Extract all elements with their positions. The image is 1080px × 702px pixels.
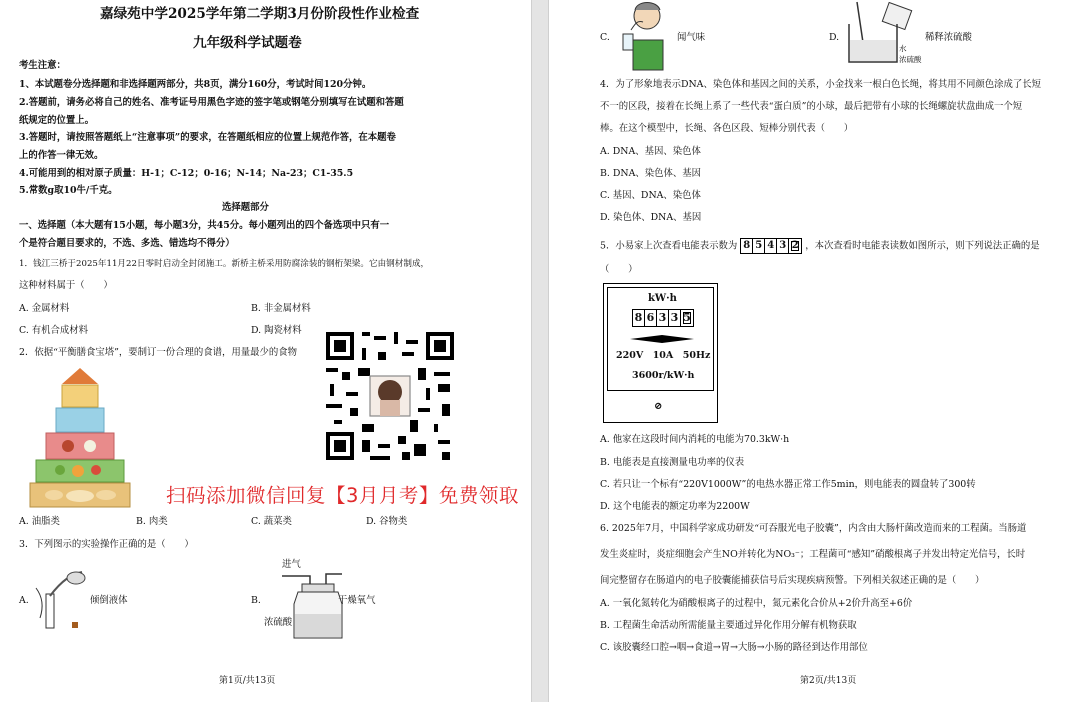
q3-option-b-caption: 干燥氧气 [338,595,376,606]
exam-subtitle: 九年级科学试题卷 [193,35,302,51]
reading-digit: 8 [741,239,753,253]
q2-option-c: C. 蔬菜类 [251,516,292,527]
reading-digit: 4 [765,239,777,253]
q6-stem: 发生炎症时，炎症细胞会产生NO并转化为NO₃⁻；工程菌可“感知”硝酸根离子并发出特定光信号，长时 [600,549,1026,560]
q3-option-d-caption: 稀释浓硫酸 [925,32,972,43]
previous-meter-reading [740,238,802,254]
q6-option-c: C. 该胶囊经口腔→咽→食道→胃→大肠→小肠的路径到达作用部位 [600,642,868,653]
q3-option-d-label: D. [829,32,840,43]
meter-rate: 3600r/kW·h [632,370,695,381]
q3-option-d-acid: 浓硫酸 [899,55,922,64]
q3-option-d-water: 水 [899,44,907,53]
page-divider [531,0,549,702]
section-desc: 个是符合题目要求的，不选、多选、错选均不得分） [19,238,235,249]
meter-unit: kW·h [648,293,677,304]
q4-option-b: B. DNA、染色体、基因 [600,168,701,179]
reading-digit: 3 [777,239,789,253]
q3-option-a-caption: 倾倒液体 [90,595,128,606]
exam-page-1 [0,0,531,702]
meter-panel [607,287,714,391]
q5-option-d: D. 这个电能表的额定功率为2200W [600,501,750,512]
q1-option-b: B. 非金属材料 [251,303,311,314]
notice-line: 3.答题时，请按照答题纸上“注意事项”的要求，在答题纸相应的位置上规范作答，在本题卷 [19,132,396,143]
gas-washing-bottle-icon [280,570,346,642]
notice-title: 考生注意： [19,60,66,71]
wechat-qr-code[interactable] [322,328,458,464]
q3-option-b-inlet: 进气 [282,559,301,570]
q1-stem: 这种材料属于（ ） [19,280,113,291]
q1-option-d: D. 陶瓷材料 [251,325,302,336]
q3-option-b-label: B. [251,595,261,606]
q4-stem: 不一的区段，接着在长绳上系了一些代表“蛋白质”的小球，最后把带有小球的长绳螺旋状盘曲成一个短 [600,101,1023,112]
q3-option-b-acid: 浓硫酸 [264,617,293,628]
meter-reading [632,309,694,327]
section-desc: 一、选择题（本大题有15小题，每小题3分，共45分。每小题列出的四个备选项中只有一 [19,220,390,231]
meter-digit-decimal: 5 [681,310,693,326]
q6-option-b: B. 工程菌生命活动所需能量主要通过异化作用分解有机物获取 [600,620,857,631]
q3-option-c-caption: 闻气味 [677,32,706,43]
q5-option-c: C. 若只让一个标有“220V1000W”的电热水器正常工作5min，则电能表的圆盘转了300转 [600,479,976,490]
meter-digit: 6 [645,310,657,326]
smelling-gas-icon [617,0,679,72]
q1-option-c: C. 有机合成材料 [19,325,89,336]
notice-line: 纸规定的位置上。 [19,115,95,126]
q3-option-a-label: A. [19,595,29,606]
q4-stem: 4．为了形象地表示DNA、染色体和基因之间的关系，小金找来一根白色长绳，将其用不同颜色涂成了长短 [600,79,1041,90]
q1-stem: 1．钱江三桥于2025年11月22日零时启动全封闭施工。新桥主桥采用防腐涂装的钢桁架梁。它由钢材制成， [19,259,430,269]
q5-stem-post: ，本次查看时电能表读数如图所示，则下列说法正确的是 [805,240,1040,252]
meter-digit: 3 [669,310,681,326]
q4-stem: 棒。在这个模型中，长绳、各色区段、短棒分别代表（ ） [600,123,854,134]
page-footer: 第1页/共13页 [219,676,276,686]
notice-line: 2.答题前，请务必将自己的姓名、准考证号用黑色字迹的签字笔或钢笔分别填写在试题和答题 [19,97,404,108]
q6-stem: 间完整留存在肠道内的电子胶囊能捕获信号后实现疾病预警。下列相关叙述正确的是（ ） [600,575,985,586]
q3-stem: 3．下列图示的实验操作正确的是（ ） [19,539,194,550]
notice-line: 5.常数g取10牛/千克。 [19,185,118,196]
q5-option-a: A. 他家在这段时间内消耗的电能为70.3kW·h [600,434,790,445]
reading-digit-decimal: 2 [789,239,801,253]
section-title: 选择题部分 [222,202,269,213]
notice-line: 上的作答一律无效。 [19,150,104,161]
q2-option-b: B. 肉类 [136,516,168,527]
q5-stem-pre: 5．小易家上次查看电能表示数为 [600,240,738,252]
notice-line: 4.可能用到的相对原子质量：H-1；C-12；0-16；N-14；Na-23；C1-35.5 [19,168,354,179]
meter-terminal-icon: ⊘ [654,401,663,412]
electric-meter [603,283,718,423]
q1-option-a: A. 金属材料 [19,303,70,314]
meter-disc-icon [628,334,696,344]
food-pyramid-image [28,366,132,508]
q2-option-a: A. 油脂类 [19,516,60,527]
q5-stem [600,238,1040,254]
q5-option-b: B. 电能表是直接测量电功率的仪表 [600,457,745,468]
q6-stem: 6. 2025年7月，中国科学家成功研发“可吞服光电子胶囊”，内含由大肠杆菌改造而来的工程菌。当肠道 [600,523,1027,534]
q3-option-c-label: C. [600,32,610,43]
q6-option-a: A. 一氧化氮转化为硝酸根离子的过程中，氮元素化合价从+2价升高至+6价 [600,598,913,609]
q2-option-d: D. 谷物类 [366,516,408,527]
q5-paren: （ ） [600,264,638,275]
q2-stem: 2．依据“平衡膳食宝塔”，要制订一份合理的食谱，用量最少的食物 [19,347,298,358]
q4-option-c: C. 基因、DNA、染色体 [600,190,701,201]
meter-digit: 8 [633,310,645,326]
meter-specs: 220V 10A 50Hz [616,350,711,361]
page-footer: 第2页/共13页 [800,676,857,686]
meter-digit: 3 [657,310,669,326]
q4-option-a: A. DNA、基因、染色体 [600,146,701,157]
exam-title: 嘉绿苑中学2025学年第二学期3月份阶段性作业检查 [100,6,420,22]
q4-option-d: D. 染色体、DNA、基因 [600,212,702,223]
pouring-liquid-icon [32,566,90,632]
promo-banner: 扫码添加微信回复【3月月考】免费领取 [166,484,519,507]
notice-line: 1、本试题卷分选择题和非选择题两部分，共8页，满分160分，考试时间120分钟。 [19,79,372,90]
reading-digit: 5 [753,239,765,253]
